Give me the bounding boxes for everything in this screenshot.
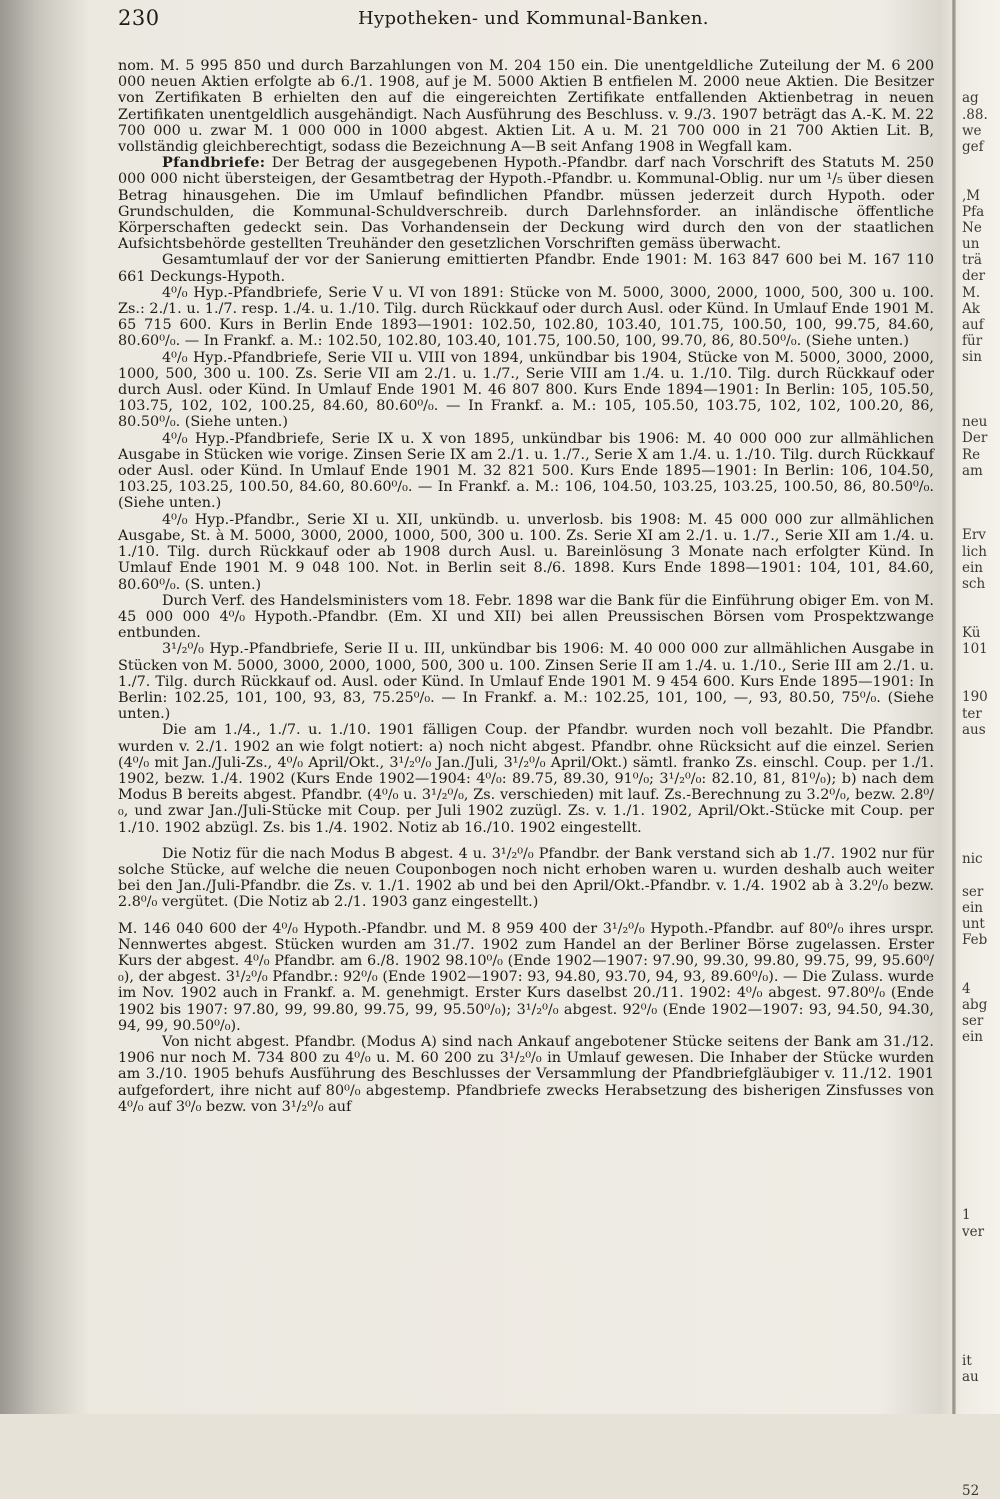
margin-fragment: ver <box>962 1223 985 1240</box>
margin-fragment: 190 <box>962 689 988 706</box>
paragraph <box>118 846 934 911</box>
facing-page-fragments <box>962 58 1000 1499</box>
margin-fragment: neu <box>962 414 988 431</box>
paragraph-text: nom. M. 5 995 850 und durch Barzahlungen von M. 204 150 ein. Die unentgeldliche Zuteilung der M. 6 200 000 neuen Aktien erfolgte ab 6./1. 1908, auf je M. 5000 Aktien B entfielen M. 2000 neue Aktien. Die Besitzer von Zertifikaten B erhielten den auf die eingereichten Zertifikate entfallenden Aktienbetrag in neuen Zertifikaten unentgeldlich ausgehändigt. Nach Ausführung des Beschluss. v. 9./3. 1907 beträgt das A.-K. M. 22 700 000 u. zwar M. 1 000 000 in 1000 abgest. Aktien Lit. A u. M. 21 700 000 in 21 700 Aktien Lit. B, vollständig gleichberechtigt, sodass die Bezeichnung A—B seit Anfang 1908 in Wegfall kam. <box>118 58 934 156</box>
margin-fragment <box>962 819 1000 835</box>
paragraph-text: Von nicht abgest. Pfandbr. (Modus A) sind nach Ankauf angebotener Stücke seitens der Bank am 31./12. 1906 nur noch M. 734 800 zu 4⁰/₀ u. M. 60 200 zu 3¹/₂⁰/₀ in Umlauf gewesen. Die Inhaber der Stücke wurden am 3./10. 1905 behufs Ausführung des Beschlusses der Versammlung der Pfandbriefgläubiger v. 11./12. 1901 aufgefordert, ihre nicht auf 80⁰/₀ abgestemp. Pfandbriefe zwecks Herabsetzung des bisherigen Zinsfusses von 4⁰/₀ auf 3⁰/₀ bezw. von 3¹/₂⁰/₀ auf <box>118 1033 934 1115</box>
margin-fragment <box>962 592 1000 608</box>
margin-fragment <box>962 1418 1000 1434</box>
paragraph-text: 4⁰/₀ Hyp.-Pfandbriefe, Serie IX u. X von 1895, unkündbar bis 1906: M. 40 000 000 zur allmählichen Ausgabe in Stücken wie vorige. Zinsen Serie IX am 2./1. u. 1./7., Serie X am 1./4. u. 1./10. Tilg. durch Rückkauf oder Ausl. oder Künd. In Umlauf Ende 1901 M. 32 821 500. Kurs Ende 1895—1901: In Berlin: 106, 104.50, 103.25, 103.25, 100.50, 84.60, 80.60⁰/₀. — In Frankf. a. M.: 106, 104.50, 103.25, 103.25, 100.50, 86, 80.50⁰/₀. (Siehe unten.) <box>118 430 934 512</box>
margin-fragment: abg <box>962 996 988 1013</box>
margin-fragment: Kü <box>962 624 981 641</box>
margin-fragment: ein <box>962 1029 984 1046</box>
margin-fragment: gef <box>962 138 984 155</box>
paragraph <box>118 285 934 350</box>
margin-fragment: .88. <box>962 106 988 123</box>
margin-fragment <box>962 1143 1000 1159</box>
paragraph <box>118 921 934 1034</box>
page-gutter-divider <box>952 0 956 1414</box>
margin-fragment <box>962 770 1000 786</box>
margin-fragment <box>962 495 1000 511</box>
margin-fragment <box>962 382 1000 398</box>
margin-fragment <box>962 58 1000 74</box>
paragraph <box>118 350 934 431</box>
paragraph-text: 4⁰/₀ Hyp.-Pfandbr., Serie XI u. XII, unkündb. u. unverlosb. bis 1908: M. 45 000 000 zur allmählichen Ausgabe, St. à M. 5000, 3000, 2000, 1000, 500, 300 u. 100. Zs. Serie XI am 2./1. u. 1./7., Serie XII am 1./4. u. 1./10. Tilg. durch Rückkauf oder ab 1908 durch Ausl. u. Bareinlösung 3 Monate nach erfolgter Künd. In Umlauf Ende 1901 M. 9 048 100. Not. in Berlin seit 8./6. 1898. Kurs Ende 1898—1901: 104, 101, 84.60, 80.60⁰/₀. (S. unten.) <box>118 511 934 593</box>
margin-fragment <box>962 1385 1000 1401</box>
paragraph-text: 4⁰/₀ Hyp.-Pfandbriefe, Serie VII u. VIII von 1894, unkündbar bis 1904, Stücke von M. 5000, 3000, 2000, 1000, 500, 300 u. 100. Zs. Serie VII am 2./1. u. 1./7., Serie VIII am 1./4. u. 1./10. Tilg. durch Rückkauf oder durch Ausl. oder Künd. In Umlauf Ende 1901 M. 46 807 800. Kurs Ende 1894—1901: In Berlin: 105, 105.50, 103.75, 102, 102, 100.25, 84.60, 80.60⁰/₀. — In Frankf. a. M.: 105, 105.50, 103.75, 102, 102, 100.20, 86, 80.50⁰/₀. (Siehe unten.) <box>118 349 934 431</box>
margin-fragment <box>962 1094 1000 1110</box>
page-number: 230 <box>118 6 160 30</box>
margin-fragment <box>962 1078 1000 1094</box>
paragraph-text: M. 146 040 600 der 4⁰/₀ Hypoth.-Pfandbr. und M. 8 959 400 der 3¹/₂⁰/₀ Hypoth.-Pfandbr. auf 80⁰/₀ ihres urspr. Nennwertes abgest. Stücken wurden am 31./7. 1902 zum Handel an der Berliner Börse zugelassen. Erster Kurs der abgest. 4⁰/₀ Pfandbr. am 6./8. 1902 98.10⁰/₀ (Ende 1902—1907: 97.90, 99.30, 99.80, 99.75, 99, 95.60⁰/₀), der abgest. 3¹/₂⁰/₀ Pfandbr.: 92⁰/₀ (Ende 1902—1907: 93, 94.80, 93.70, 94, 93, 89.60⁰/₀). — Die Zulass. wurde im Nov. 1902 auch in Frankf. a. M. genehmigt. Erster Kurs daselbst 20./11. 1902: 4⁰/₀ abgest. 97.80⁰/₀ (Ende 1902 bis 1907: 97.80, 99, 99.80, 99.75, 99, 95.50⁰/₀); 3¹/₂⁰/₀ abgest. 92⁰/₀ (Ende 1902—1907: 93, 94.50, 94.30, 94, 99, 90.50⁰/₀). <box>118 920 934 1034</box>
paragraph <box>118 512 934 593</box>
margin-fragment <box>962 786 1000 802</box>
margin-fragment <box>962 1159 1000 1175</box>
margin-fragment <box>962 1402 1000 1418</box>
margin-fragment: un <box>962 236 980 253</box>
margin-fragment <box>962 835 1000 851</box>
margin-fragment <box>962 1175 1000 1191</box>
margin-fragment <box>962 1045 1000 1061</box>
margin-fragment <box>962 74 1000 90</box>
margin-fragment <box>962 171 1000 187</box>
margin-fragment <box>962 511 1000 527</box>
margin-fragment <box>962 948 1000 964</box>
margin-fragment: ein <box>962 559 984 576</box>
margin-fragment <box>962 1304 1000 1320</box>
margin-fragment: sch <box>962 576 986 592</box>
margin-fragment: für <box>962 333 983 350</box>
paragraph <box>118 252 934 284</box>
margin-fragment <box>962 1321 1000 1337</box>
margin-fragment <box>962 1062 1000 1078</box>
margin-fragment <box>962 1126 1000 1142</box>
margin-fragment: au <box>962 1369 979 1386</box>
margin-fragment: 1 <box>962 1207 971 1224</box>
paragraph-text: Die Notiz für die nach Modus B abgest. 4 u. 3¹/₂⁰/₀ Pfandbr. der Bank verstand sich ab 1./7. 1902 nur für solche Stücke, auf welche die neuen Couponbogen noch nicht erhoben waren u. wurden deshalb auch weiter bei den Jan./Juli-Pfandbr. die Zs. v. 1./1. 1902 ab und bei den April/Okt.-Pfandbr. v. 1./4. 1902 ab à 3.2⁰/₀ bezw. 2.8⁰/₀ vergütet. (Die Notiz ab 2./1. 1903 ganz eingestellt.) <box>118 845 934 911</box>
margin-fragment <box>962 1450 1000 1466</box>
margin-fragment <box>962 608 1000 624</box>
margin-fragment: trä <box>962 252 982 269</box>
paragraph <box>118 593 934 642</box>
margin-fragment <box>962 1466 1000 1482</box>
margin-fragment <box>962 738 1000 754</box>
margin-fragment: Feb <box>962 932 988 949</box>
margin-fragment: unt <box>962 915 985 932</box>
margin-fragment: 4 <box>962 980 971 997</box>
margin-fragment <box>962 1240 1000 1256</box>
paragraph-text: Die am 1./4., 1./7. u. 1./10. 1901 fälligen Coup. der Pfandbr. wurden noch voll bezahlt. Die Pfandbr. wurden v. 2./1. 1902 an wie folgt notiert: a) noch nicht abgest. Pfandbr. ohne Rücksicht auf die einzel. Serien (4⁰/₀ mit Jan./Juli-Zs., 4⁰/₀ April/Okt., 3¹/₂⁰/₀ Jan./Juli, 3¹/₂⁰/₀ April/Okt.) sämtl. franko Zs. einschl. Coup. per 1./1. 1902, bezw. 1./4. 1902 (Kurs Ende 1902—1904: 4⁰/₀: 89.75, 89.30, 91⁰/₀; 3¹/₂⁰/₀: 82.10, 81, 81⁰/₀); b) nach dem Modus B bereits abgest. Pfandbr. (4⁰/₀ u. 3¹/₂⁰/₀, Zs. verschieden) mit lauf. Zs.-Berechnung zu 3.2⁰/₀, bezw. 2.8⁰/₀, und zwar Jan./Juli-Stücke mit Coup. per Juli 1902 zuzügl. Zs. v. 1./1. 1902, April/Okt.-Stücke mit Coup. per 1./10. 1902 abzügl. Zs. bis 1./4. 1902. Notiz ab 16./10. 1902 eingestellt. <box>118 722 934 836</box>
margin-fragment: Re <box>962 446 981 463</box>
margin-fragment: Pfa <box>962 203 985 220</box>
margin-fragment: 101 <box>962 640 988 657</box>
margin-fragment: Der <box>962 430 988 447</box>
margin-fragment: ein <box>962 899 984 916</box>
margin-fragment: ,M <box>962 187 981 204</box>
margin-fragment: ter <box>962 705 982 722</box>
margin-fragment <box>962 1288 1000 1304</box>
paragraph <box>118 431 934 512</box>
margin-fragment: it <box>962 1353 972 1369</box>
margin-fragment <box>962 1272 1000 1288</box>
margin-fragment: ser <box>962 1013 984 1030</box>
margin-fragment: ser <box>962 883 984 900</box>
margin-fragment: Ne <box>962 219 982 236</box>
margin-fragment <box>962 366 1000 382</box>
margin-fragment <box>962 1256 1000 1272</box>
margin-fragment: am <box>962 462 983 479</box>
main-text <box>118 58 934 1115</box>
margin-fragment <box>962 657 1000 673</box>
paragraph-text: 4⁰/₀ Hyp.-Pfandbriefe, Serie V u. VI von 1891: Stücke von M. 5000, 3000, 2000, 1000, 500, 300 u. 100. Zs.: 2./1. u. 1./7. resp. 1./4. u. 1./10. Tilg. durch Rückkauf oder durch Ausl. oder Künd. In Umlauf Ende 1901 M. 65 715 600. Kurs in Berlin Ende 1893—1901: 102.50, 102.80, 103.40, 101.75, 100.50, 100, 99.75, 84.60, 80.60⁰/₀. — In Frankf. a. M.: 102.50, 102.80, 103.40, 101.75, 100.50, 100, 99.70, 86, 80.50⁰/₀. (Siehe unten.) <box>118 284 934 350</box>
margin-fragment: Ak <box>962 300 980 317</box>
paragraph <box>118 1034 934 1115</box>
margin-fragment: lich <box>962 543 987 560</box>
margin-fragment: der <box>962 268 986 285</box>
margin-fragment <box>962 867 1000 883</box>
margin-fragment <box>962 398 1000 414</box>
paragraph-text: Der Betrag der ausgegebenen Hypoth.-Pfandbr. darf nach Vorschrift des Statuts M. 250 000 000 nicht übersteigen, der Gesamtbetrag der Hypoth.-Pfandbr. u. Kommunal-Oblig. nur um ¹/₅ über diesen Betrag hinausgehen. Die im Umlauf befindlichen Pfandbr. müssen jederzeit durch Hypoth. oder Grundschulden, die Kommunal-Schuldverschreib. durch Darlehnsforder. an inländische öffentliche Körperschaften gedeckt sein. Das Vorhandensein der Deckung wird durch den von der staatlichen Aufsichtsbehörde gestellten Treuhänder den gesetzlichen Vorschriften gemäss überwacht. <box>118 155 934 253</box>
margin-fragment <box>962 479 1000 495</box>
margin-fragment <box>962 1191 1000 1207</box>
paragraph-text: 3¹/₂⁰/₀ Hyp.-Pfandbriefe, Serie II u. III, unkündbar bis 1906: M. 40 000 000 zur allmählichen Ausgabe in Stücken von M. 5000, 3000, 2000, 1000, 500, 300 u. 100. Zinsen Serie II am 1./4. u. 1./10., Serie III am 2./1. u. 1./7. Tilg. durch Rückkauf od. Ausl. oder Künd. In Umlauf Ende 1901 M. 9 454 600. Kurs Ende 1895—1901: In Berlin: 102.25, 101, 100, 93, 83, 75.25⁰/₀. — In Frankf. a. M.: 102.25, 101, 100, —, 93, 80.50, 75⁰/₀. (Siehe unten.) <box>118 641 934 723</box>
margin-fragment: we <box>962 122 982 139</box>
paragraph <box>118 58 934 155</box>
margin-fragment: ag <box>962 90 979 107</box>
paragraph <box>118 641 934 722</box>
margin-fragment: auf <box>962 317 984 333</box>
paragraph-text: Durch Verf. des Handelsministers vom 18. Febr. 1898 war die Bank für die Einführung obiger Em. von M. 45 000 000 4⁰/₀ Hypoth.-Pfandbr. (Em. XI und XII) bei allen Preussischen Börsen vom Prospektzwange entbunden. <box>118 592 934 642</box>
margin-fragment: 52 <box>962 1482 980 1499</box>
margin-fragment <box>962 965 1000 981</box>
margin-fragment <box>962 1434 1000 1450</box>
margin-fragment <box>962 1337 1000 1353</box>
margin-fragment: nic <box>962 851 983 868</box>
margin-fragment: M. <box>962 284 981 301</box>
paragraph-text: Gesamtumlauf der vor der Sanierung emittierten Pfandbr. Ende 1901: M. 163 847 600 bei M. 167 110 661 Deckungs-Hypoth. <box>118 252 934 285</box>
paragraph <box>118 155 934 252</box>
margin-fragment <box>962 803 1000 819</box>
margin-fragment: aus <box>962 721 986 738</box>
margin-fragment <box>962 673 1000 689</box>
margin-fragment <box>962 754 1000 770</box>
margin-fragment <box>962 155 1000 171</box>
page-header <box>118 4 938 34</box>
running-head: Hypotheken- und Kommunal-Banken. <box>358 8 709 29</box>
paragraph <box>118 722 934 835</box>
margin-fragment: sin <box>962 349 982 366</box>
section-lead: Pfandbriefe: <box>162 154 266 172</box>
margin-fragment: Erv <box>962 527 986 544</box>
margin-fragment <box>962 1110 1000 1126</box>
